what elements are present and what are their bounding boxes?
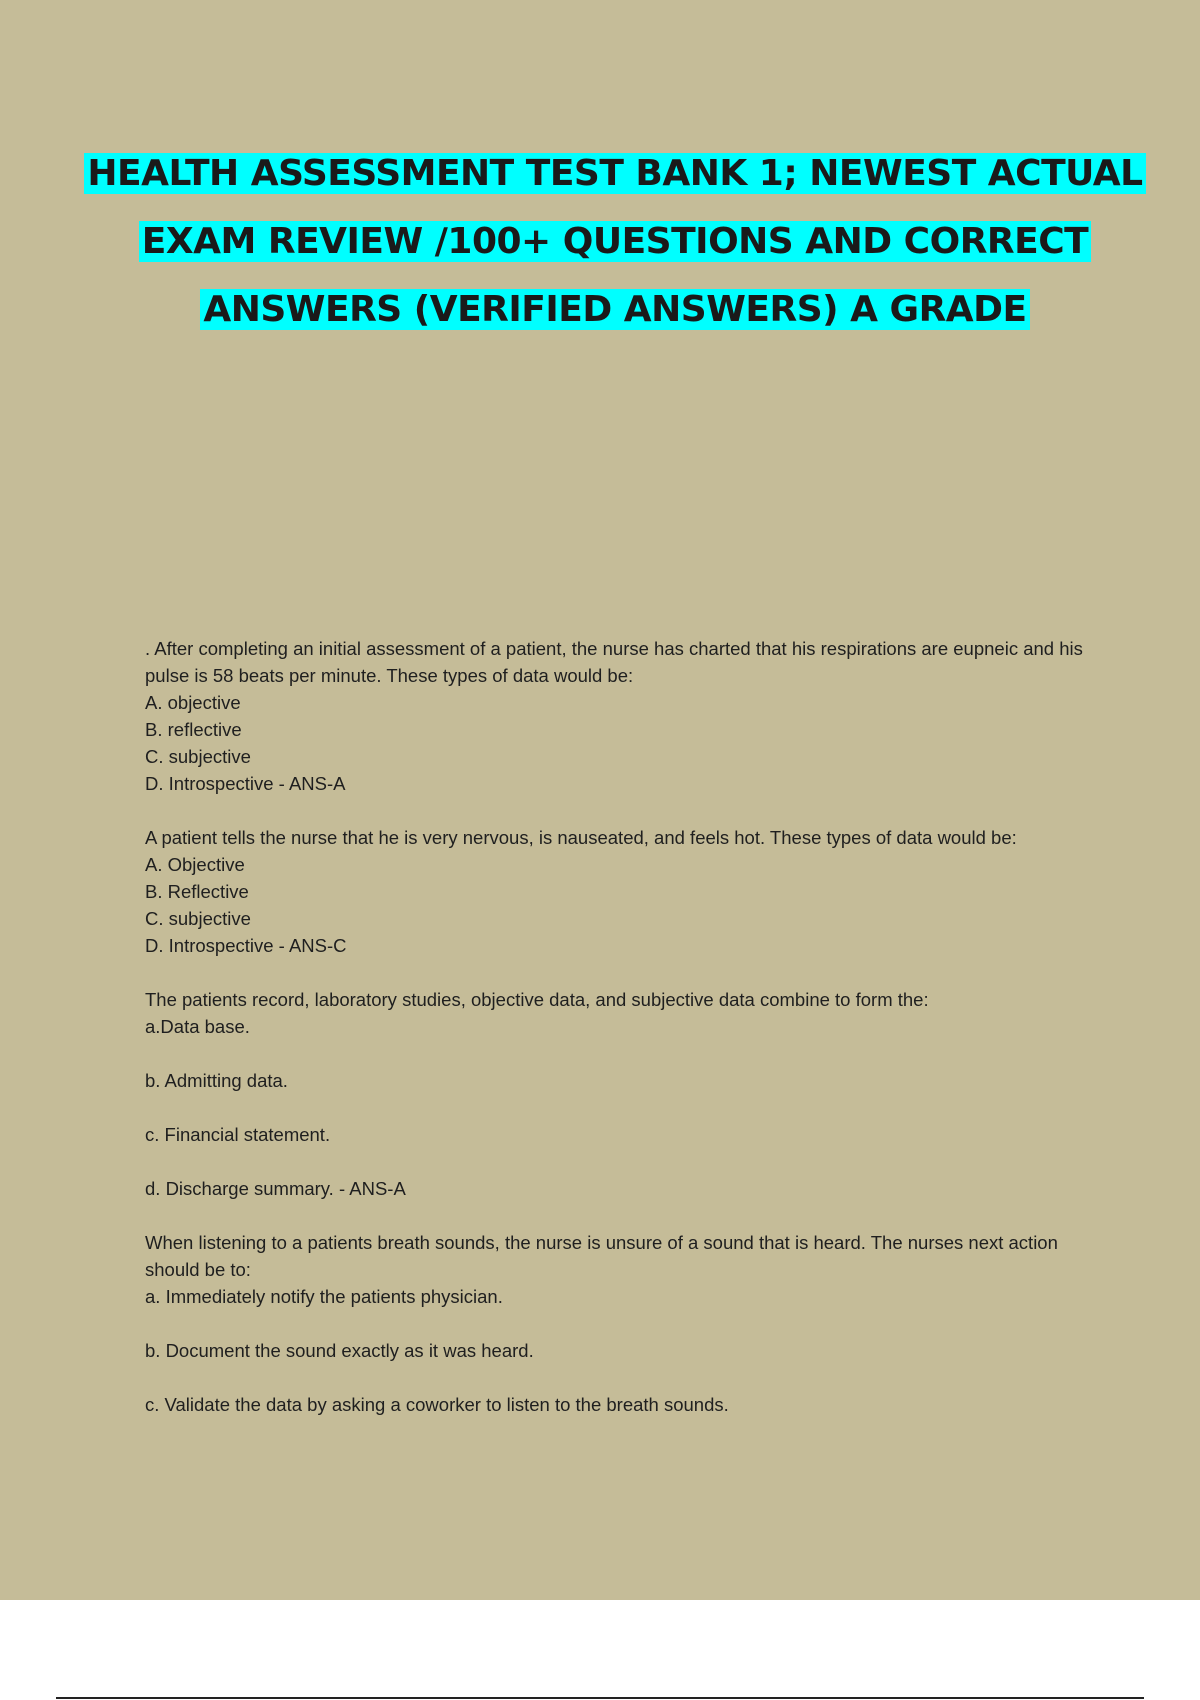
question-1-option-d: D. Introspective - ANS-A xyxy=(145,773,346,794)
question-3 xyxy=(145,986,1095,1202)
question-4 xyxy=(145,1229,1095,1418)
question-2-option-d: D. Introspective - ANS-C xyxy=(145,935,347,956)
question-3-option-c: c. Financial statement. xyxy=(145,1124,331,1145)
question-1 xyxy=(145,635,1095,797)
question-4-prompt: When listening to a patients breath sounds, the nurse is unsure of a sound that is heard. The nurses next action should be to: xyxy=(145,1232,1058,1280)
question-1-option-a: A. objective xyxy=(145,692,241,713)
question-4-option-b: b. Document the sound exactly as it was heard. xyxy=(145,1340,534,1361)
question-4-option-c: c. Validate the data by asking a coworker to listen to the breath sounds. xyxy=(145,1394,729,1415)
question-2-option-c: C. subjective xyxy=(145,908,251,929)
question-1-option-c: C. subjective xyxy=(145,746,251,767)
title-highlight: HEALTH ASSESSMENT TEST BANK 1; NEWEST ACTUAL EXAM REVIEW /100+ QUESTIONS AND CORRECT ANSWERS (VERIFIED ANSWERS) A GRADE xyxy=(84,153,1145,330)
question-3-prompt: The patients record, laboratory studies, objective data, and subjective data combine to form the: xyxy=(145,989,929,1010)
question-3-option-d: d. Discharge summary. - ANS-A xyxy=(145,1178,406,1199)
question-1-prompt: . After completing an initial assessment of a patient, the nurse has charted that his respirations are eupneic and his pulse is 58 beats per minute. These types of data would be: xyxy=(145,638,1083,686)
question-2-prompt: A patient tells the nurse that he is very nervous, is nauseated, and feels hot. These types of data would be: xyxy=(145,827,1017,848)
question-2 xyxy=(145,824,1095,959)
document-title xyxy=(60,140,1170,344)
question-3-option-a: a.Data base. xyxy=(145,1016,250,1037)
question-1-option-b: B. reflective xyxy=(145,719,242,740)
question-2-option-b: B. Reflective xyxy=(145,881,249,902)
question-2-option-a: A. Objective xyxy=(145,854,245,875)
question-3-option-b: b. Admitting data. xyxy=(145,1070,288,1091)
footer-rule xyxy=(56,1697,1144,1699)
question-4-option-a: a. Immediately notify the patients physician. xyxy=(145,1286,503,1307)
question-list xyxy=(145,635,1095,1445)
